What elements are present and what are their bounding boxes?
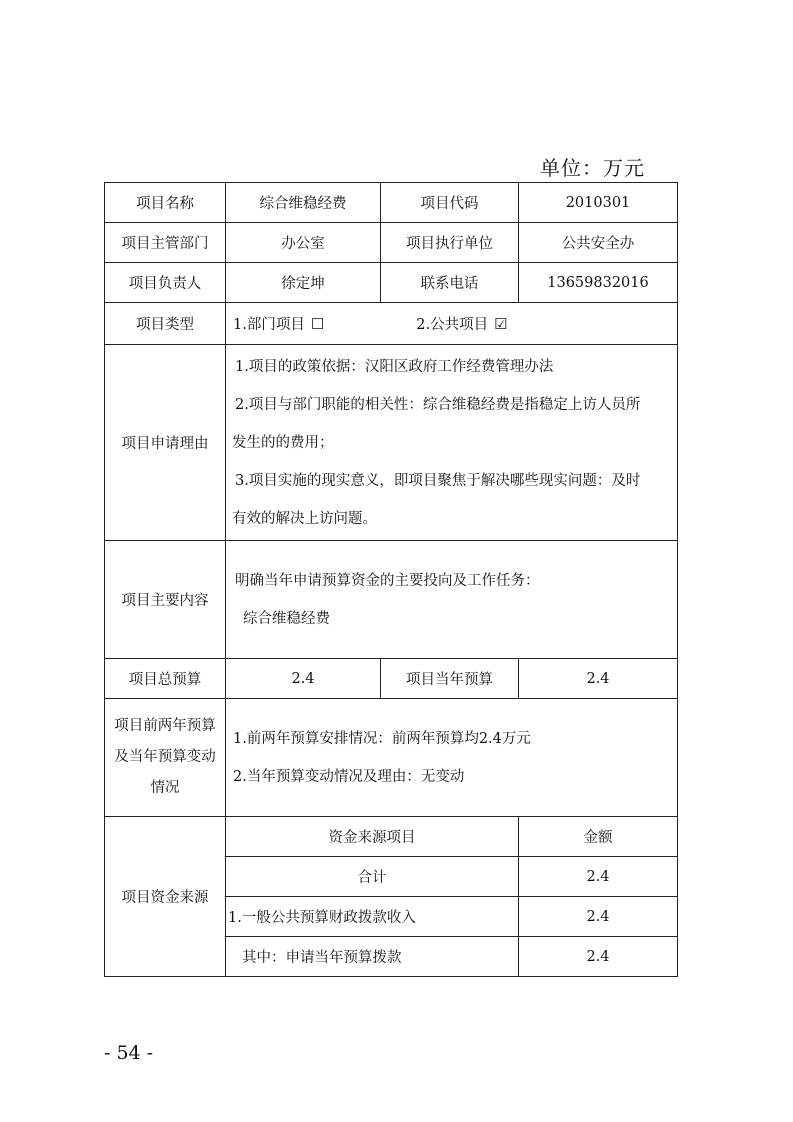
- reason-line: 3.项目实施的现实意义，即项目聚焦于解决哪些现实问题：及时: [235, 472, 641, 489]
- budget-change-label-line: 项目前两年预算: [114, 718, 216, 734]
- reason-line: 有效的解决上访问题。: [232, 510, 377, 527]
- reason-line: 1.项目的政策依据：汉阳区政府工作经费管理办法: [235, 358, 554, 375]
- budget-change-label-line: 及当年预算变动: [114, 749, 216, 765]
- budget-change-content: [226, 699, 678, 817]
- funds-row-item: 合计: [226, 857, 519, 897]
- type-label: 项目类型: [105, 303, 226, 345]
- funds-col-item-header: 资金来源项目: [226, 817, 519, 857]
- phone-value: 13659832016: [519, 263, 678, 303]
- budget-change-line: 2.当年预算变动情况及理由：无变动: [233, 768, 465, 785]
- reason-content: [226, 345, 678, 541]
- budget-change-label: [105, 699, 226, 817]
- reason-line: 2.项目与部门职能的相关性：综合维稳经费是指稳定上访人员所: [235, 396, 641, 413]
- funds-col-amount-header: 金额: [519, 817, 678, 857]
- funds-row-amount: 2.4: [519, 857, 678, 897]
- funds-row-item: 其中：申请当年预算拨款: [226, 937, 519, 977]
- year-budget-value: 2.4: [519, 659, 678, 699]
- type-option-public: 2.公共项目: [416, 317, 489, 333]
- type-option-dept: 1.部门项目: [233, 317, 305, 333]
- funds-row-amount: 2.4: [519, 937, 678, 977]
- project-name-value: 综合维稳经费: [226, 183, 381, 223]
- funds-row-amount: 2.4: [519, 897, 678, 937]
- budget-change-label-line: 情况: [150, 780, 180, 796]
- project-name-label: 项目名称: [105, 183, 226, 223]
- content-label: 项目主要内容: [105, 541, 226, 659]
- unit-label: 单位：万元: [540, 156, 645, 180]
- year-budget-label: 项目当年预算: [381, 659, 519, 699]
- reason-label: 项目申请理由: [105, 345, 226, 541]
- checkbox-checked-icon[interactable]: ☑: [494, 315, 508, 333]
- content-line: 明确当年申请预算资金的主要投向及工作任务：: [235, 572, 540, 589]
- checkbox-unchecked-icon[interactable]: ☐: [310, 315, 325, 333]
- dept-label: 项目主管部门: [105, 223, 226, 263]
- type-options: [226, 303, 678, 345]
- phone-label: 联系电话: [381, 263, 519, 303]
- exec-unit-value: 公共安全办: [519, 223, 678, 263]
- total-budget-value: 2.4: [226, 659, 381, 699]
- project-code-label: 项目代码: [381, 183, 519, 223]
- reason-line: 发生的的费用；: [232, 434, 334, 451]
- owner-label: 项目负责人: [105, 263, 226, 303]
- content-line: 综合维稳经费: [243, 610, 330, 627]
- funds-source-label: 项目资金来源: [105, 817, 226, 977]
- page-number: - 54 -: [104, 1042, 154, 1064]
- project-info-table: [104, 182, 678, 977]
- dept-value: 办公室: [226, 223, 381, 263]
- budget-change-line: 1.前两年预算安排情况：前两年预算均2.4万元: [233, 730, 531, 747]
- funds-row-item: 1.一般公共预算财政拨款收入: [226, 897, 519, 937]
- exec-unit-label: 项目执行单位: [381, 223, 519, 263]
- content-text: [226, 541, 678, 659]
- project-code-value: 2010301: [519, 183, 678, 223]
- total-budget-label: 项目总预算: [105, 659, 226, 699]
- owner-value: 徐定坤: [226, 263, 381, 303]
